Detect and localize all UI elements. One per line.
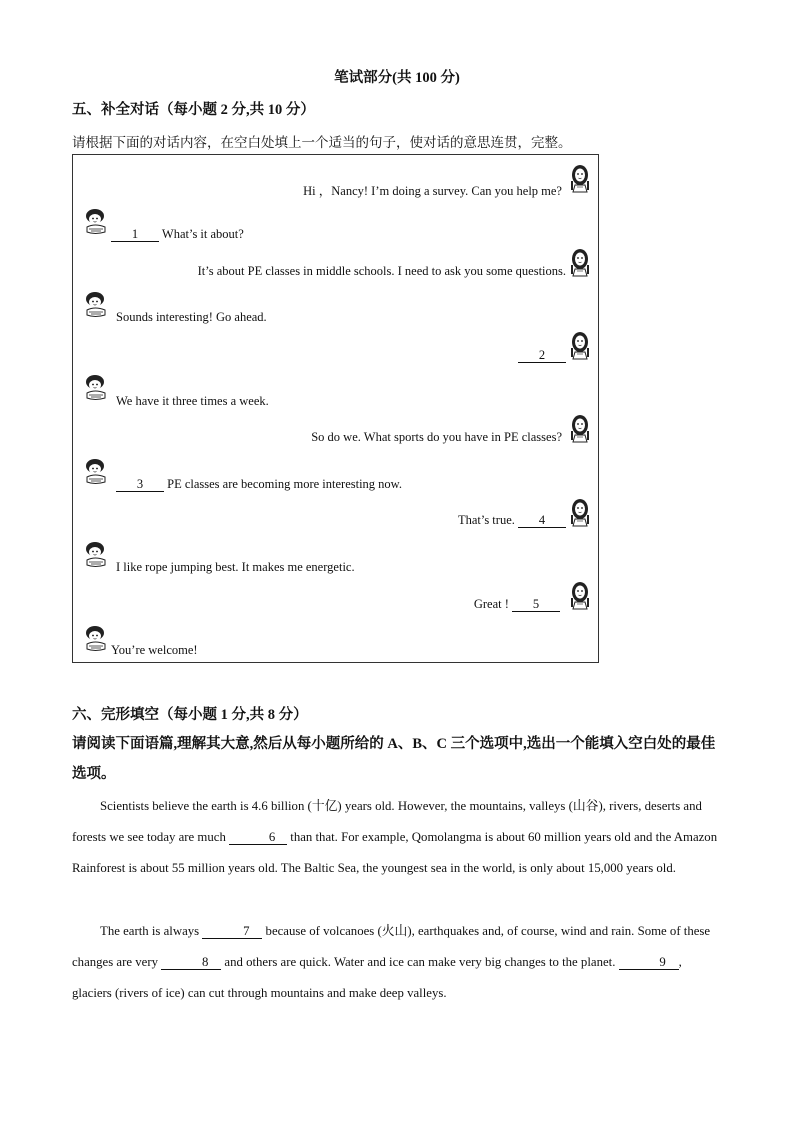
cloze-paragraph: Scientists believe the earth is 4.6 billion (十亿) years old. However, the mountains, valleys (山谷), rivers, deserts and forests we see today are much 6 than that. For example, Qomolangma is about 60 million years old and the Amazon Rainforest is about 55 million years old. The Baltic Sea, the youngest sea in the world, is only about 15,000 years old. [72,799,718,875]
section-five-instruction: 请根据下面的对话内容，在空白处填上一个适当的句子，使对话的意思连贯，完整。 [72,135,572,150]
answer-blank: 8 [161,956,221,970]
boy-avatar-icon [83,457,109,487]
answer-blank: 7 [202,925,262,939]
boy-avatar-icon [83,373,109,403]
dialog-line: You’re welcome! [111,643,198,657]
boy-avatar-icon [83,540,109,570]
page-title: 笔试部分(共 100 分) [334,70,460,86]
boy-avatar-icon [83,207,109,237]
answer-blank: 4 [518,514,566,528]
dialog-line [518,348,566,363]
dialog-line: I like rope jumping best. It makes me energetic. [116,560,355,574]
dialog-line: 3 PE classes are becoming more interesting now. [116,477,402,492]
section-six-heading: 六、完形填空（每小题 1 分,共 8 分） [72,707,308,723]
answer-blank: 1 [111,228,159,242]
girl-avatar-icon [567,163,593,193]
answer-blank: 9 [619,956,679,970]
dialog-line: That’s true. 4 [458,513,566,528]
answer-blank: 6 [229,831,287,845]
cloze-paragraph: The earth is always 7 because of volcanoes (火山), earthquakes and, of course, wind and rain. Some of these changes are very 8 and others are quick. Water and ice can make very big changes to the planet. 9 , glaciers (rivers of ice) can cut through mountains and make deep valleys. [72,924,711,1000]
section-six-instruction: 请阅读下面语篇,理解其大意,然后从每小题所给的 A、B、C 三个选项中,选出一个能填入空白处的最佳选项。 [72,736,716,782]
boy-avatar-icon [83,290,109,320]
dialog-line: Hi ，Nancy! I’m doing a survey. Can you help me? [303,184,562,198]
girl-avatar-icon [567,330,593,360]
girl-avatar-icon [567,497,593,527]
dialog-line: 1 What’s it about? [111,227,244,242]
dialog-line: Great ! 5 [474,597,560,612]
girl-avatar-icon [567,247,593,277]
dialog-line: It’s about PE classes in middle schools. I need to ask you some questions. [197,264,566,278]
girl-avatar-icon [567,413,593,443]
section-five-heading: 五、补全对话（每小题 2 分,共 10 分） [72,102,315,118]
answer-blank: 2 [518,349,566,363]
answer-blank: 5 [512,598,560,612]
dialog-box [72,154,599,663]
answer-blank: 3 [116,478,164,492]
dialog-line: We have it three times a week. [116,394,269,408]
dialog-line: Sounds interesting! Go ahead. [116,310,267,324]
girl-avatar-icon [567,580,593,610]
boy-avatar-icon [83,624,109,654]
dialog-line: So do we. What sports do you have in PE classes? [311,430,562,444]
